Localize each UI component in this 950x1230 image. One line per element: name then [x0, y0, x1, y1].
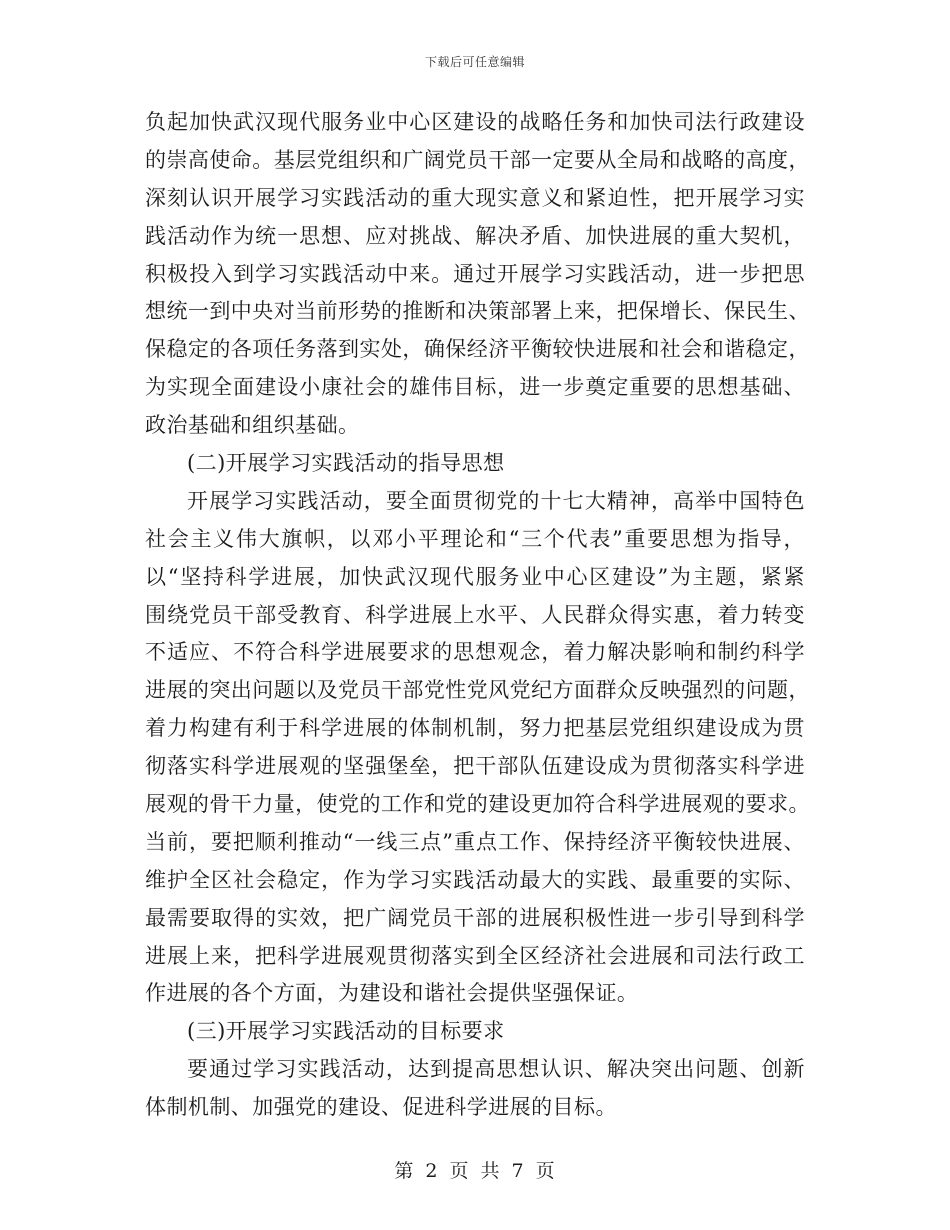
body-line: 开展学习实践活动，要全面贯彻党的十七大精神，高举中国特色 — [187, 488, 805, 513]
body-line: 当前，要把顺利推动“一线三点”重点工作、保持经济平衡较快进展、 — [145, 829, 805, 854]
body-line: 不适应、不符合科学进展要求的思想观念，着力解决影响和制约科学 — [145, 640, 805, 665]
body-line: 为实现全面建设小康社会的雄伟目标，进一步奠定重要的思想基础、 — [145, 375, 805, 400]
body-line: 负起加快武汉现代服务业中心区建设的战略任务和加快司法行政建设 — [145, 110, 805, 134]
page-number: 第 2 页 共 7 页 — [394, 1160, 556, 1182]
body-line: 体制机制、加强党的建设、促进科学进展的目标。 — [145, 1095, 617, 1120]
body-line: 围绕党员干部受教育、科学进展上水平、人民群众得实惠，着力转变 — [145, 602, 805, 627]
section-heading: (二)开展学习实践活动的指导思想 — [187, 451, 505, 476]
body-line: 最需要取得的实效，把广阔党员干部的进展积极性进一步引导到科学 — [145, 905, 805, 930]
page-header: 下载后可任意编辑 — [424, 55, 525, 69]
section-heading: (三)开展学习实践活动的目标要求 — [187, 1019, 505, 1044]
body-line: 政治基础和组织基础。 — [145, 413, 360, 438]
document-body — [145, 104, 810, 1127]
body-line: 作进展的各个方面，为建设和谐社会提供坚强保证。 — [145, 981, 639, 1006]
body-line: 展观的骨干力量，使党的工作和党的建设更加符合科学进展观的要求。 — [145, 792, 810, 817]
body-line: 社会主义伟大旗帜，以邓小平理论和“三个代表”重要思想为指导， — [145, 526, 805, 551]
body-line: 着力构建有利于科学进展的体制机制，努力把基层党组织建设成为贯 — [145, 716, 805, 741]
body-line: 进展的突出问题以及党员干部党性党风党纪方面群众反映强烈的问题， — [145, 678, 810, 703]
body-line: 要通过学习实践活动，达到提高思想认识、解决突出问题、创新 — [187, 1057, 805, 1082]
body-line: 保稳定的各项任务落到实处，确保经济平衡较快进展和社会和谐稳定， — [145, 337, 810, 362]
body-line: 践活动作为统一思想、应对挑战、解决矛盾、加快进展的重大契机， — [145, 223, 805, 248]
body-line: 深刻认识开展学习实践活动的重大现实意义和紧迫性，把开展学习实 — [145, 185, 805, 210]
body-line: 彻落实科学进展观的坚强堡垒，把干部队伍建设成为贯彻落实科学进 — [145, 754, 805, 779]
body-line: 进展上来，把科学进展观贯彻落实到全区经济社会进展和司法行政工 — [145, 943, 805, 968]
body-line: 想统一到中央对当前形势的推断和决策部署上来，把保增长、保民生、 — [145, 299, 810, 324]
body-line: 维护全区社会稳定，作为学习实践活动最大的实践、最重要的实际、 — [145, 867, 805, 892]
body-line: 积极投入到学习实践活动中来。通过开展学习实践活动，进一步把思 — [145, 261, 805, 286]
body-line: 的崇高使命。基层党组织和广阔党员干部一定要从全局和战略的高度， — [145, 147, 810, 172]
body-line: 以“坚持科学进展，加快武汉现代服务业中心区建设”为主题，紧紧 — [145, 564, 805, 589]
